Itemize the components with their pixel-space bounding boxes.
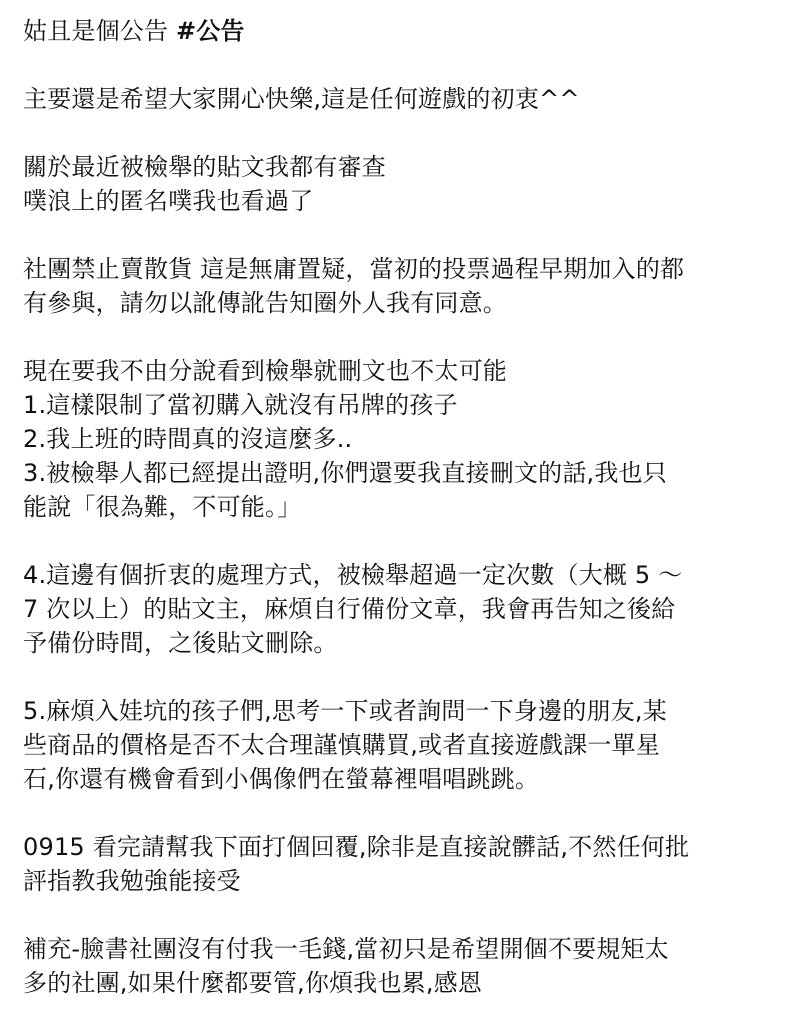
blank-line <box>23 660 783 694</box>
post-text-line: 5.麻煩入娃坑的孩子們,思考一下或者詢問一下身邊的朋友,某 <box>23 697 667 725</box>
post-text-line: 能說「很為難，不可能。」 <box>23 493 302 521</box>
blank-line <box>23 116 783 150</box>
post-text-line: 4.這邊有個折衷的處理方式，被檢舉超過一定次數（大概 5 ～ <box>23 561 683 589</box>
post-text-line: 噗浪上的匿名噗我也看過了 <box>23 187 314 215</box>
post-text-line: 些商品的價格是否不太合理謹慎購買,或者直接遊戲課一單星 <box>23 731 661 759</box>
blank-line <box>23 796 783 830</box>
post-text-line: 社團禁止賣散貨 這是無庸置疑，當初的投票過程早期加入的都 <box>23 255 685 283</box>
blank-line <box>23 48 783 82</box>
post-title: 姑且是個公告 <box>23 17 177 45</box>
hashtag-link[interactable]: #公告 <box>176 17 245 45</box>
post-text-line: 予備份時間，之後貼文刪除。 <box>23 629 338 657</box>
blank-line <box>23 218 783 252</box>
post-text-line: 關於最近被檢舉的貼文我都有審查 <box>23 153 386 181</box>
post-text-line: 石,你還有機會看到小偶像們在螢幕裡唱唱跳跳。 <box>23 765 540 793</box>
post-title-line <box>23 14 783 48</box>
post-text-line: 2.我上班的時間真的沒這麼多.. <box>23 425 353 453</box>
blank-line <box>23 898 783 932</box>
post-text-line: 評指教我勉強能接受 <box>23 867 241 895</box>
post-text-line: 1.這樣限制了當初購入就沒有吊牌的孩子 <box>23 391 458 419</box>
post-text-line: 7 次以上）的貼文主，麻煩自行備份文章，我會再告知之後給 <box>23 595 676 623</box>
post-text-line: 3.被檢舉人都已經提出證明,你們還要我直接刪文的話,我也只 <box>23 459 667 487</box>
post-text-line: 補充-臉書社團沒有付我一毛錢,當初只是希望開個不要規矩太 <box>23 935 669 963</box>
post-text-line: 現在要我不由分說看到檢舉就刪文也不太可能 <box>23 357 507 385</box>
post-body <box>23 82 783 1000</box>
blank-line <box>23 320 783 354</box>
post-text-line: 主要還是希望大家開心快樂,這是任何遊戲的初衷^^ <box>23 85 580 113</box>
blank-line <box>23 524 783 558</box>
post-text-line: 有參與，請勿以訛傳訛告知圈外人我有同意。 <box>23 289 507 317</box>
announcement-post <box>23 14 783 1000</box>
post-text-line: 0915 看完請幫我下面打個回覆,除非是直接說髒話,不然任何批 <box>23 833 690 861</box>
post-text-line: 多的社團,如果什麼都要管,你煩我也累,感恩 <box>23 969 483 997</box>
